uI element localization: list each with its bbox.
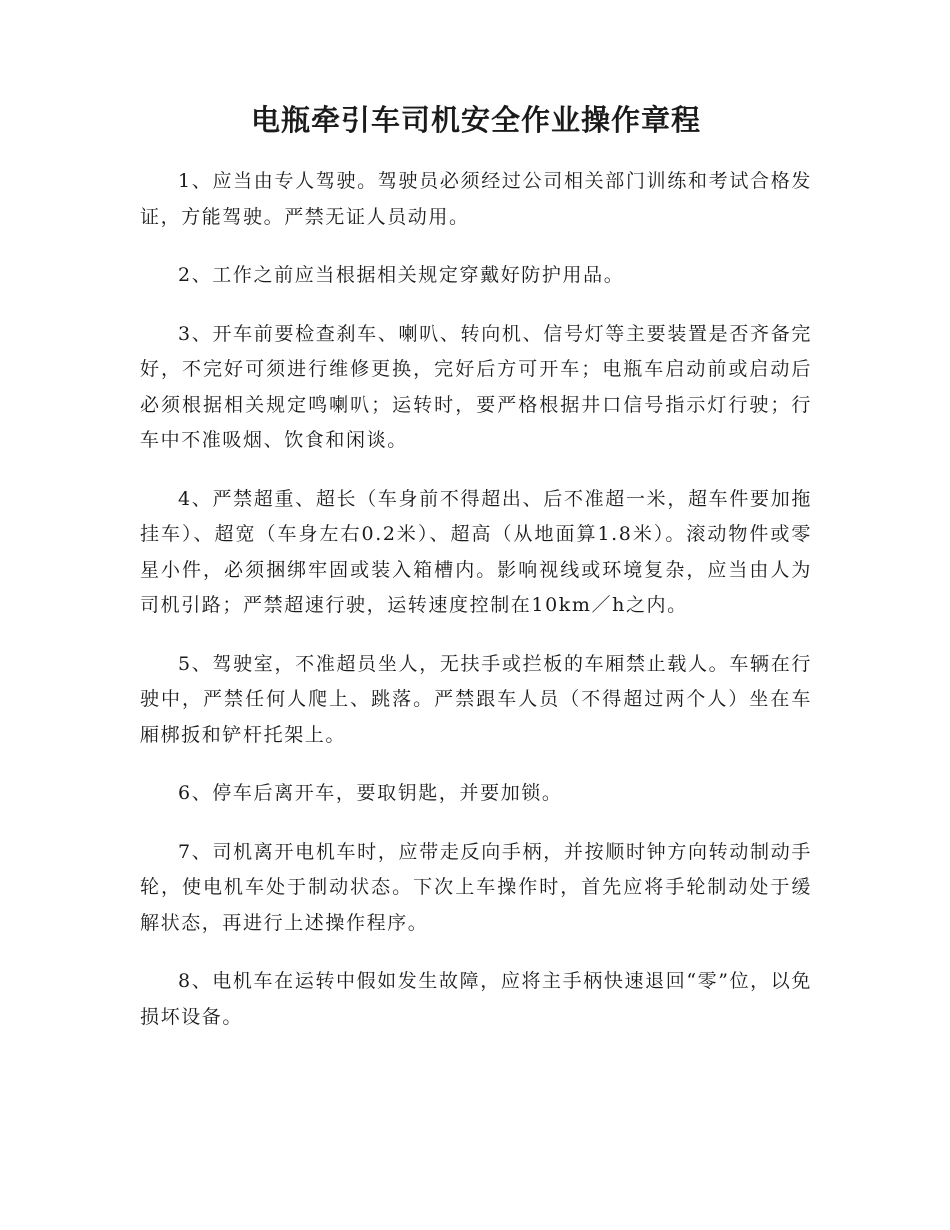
document-page [140,100,812,1058]
clause-8: 8、电机车在运转中假如发生故障，应将主手柄快速退回“零”位，以免损坏设备。 [140,970,812,1028]
clause-7: 7、司机离开电机车时，应带走反向手柄，并按顺时钟方向转动制动手轮，使电机车处于制动状态。下次上车操作时，首先应将手轮制动处于缓解状态，再进行上述操作程序。 [140,840,812,934]
clause-4: 4、严禁超重、超长（车身前不得超出、后不准超一米，超车件要加拖挂车）、超宽（车身左右0.2米）、超高（从地面算1.8米）。滚动物件或零星小件，必须捆绑牢固或装入箱槽内。影响视线或环境复杂，应当由人为司机引路；严禁超速行驶，运转速度控制在10km／h之内。 [140,487,812,616]
clause-1: 1、应当由专人驾驶。驾驶员必须经过公司相关部门训练和考试合格发证，方能驾驶。严禁无证人员动用。 [140,170,812,228]
clause-5: 5、驾驶室，不准超员坐人，无扶手或拦板的车厢禁止载人。车辆在行驶中，严禁任何人爬上、跳落。严禁跟车人员（不得超过两个人）坐在车厢梆扳和铲杆托架上。 [140,652,812,746]
document-title: 电瓶牵引车司机安全作业操作章程 [250,103,701,137]
clause-3: 3、开车前要检查刹车、喇叭、转向机、信号灯等主要装置是否齐备完好，不完好可须进行维修更换，完好后方可开车；电瓶车启动前或启动后必须根据相关规定鸣喇叭；运转时，要严格根据井口信号指示灯行驶；行车中不准吸烟、饮食和闲谈。 [140,322,812,451]
clause-6: 6、停车后离开车，要取钥匙，并要加锁。 [178,782,563,804]
clause-2: 2、工作之前应当根据相关规定穿戴好防护用品。 [178,264,625,286]
